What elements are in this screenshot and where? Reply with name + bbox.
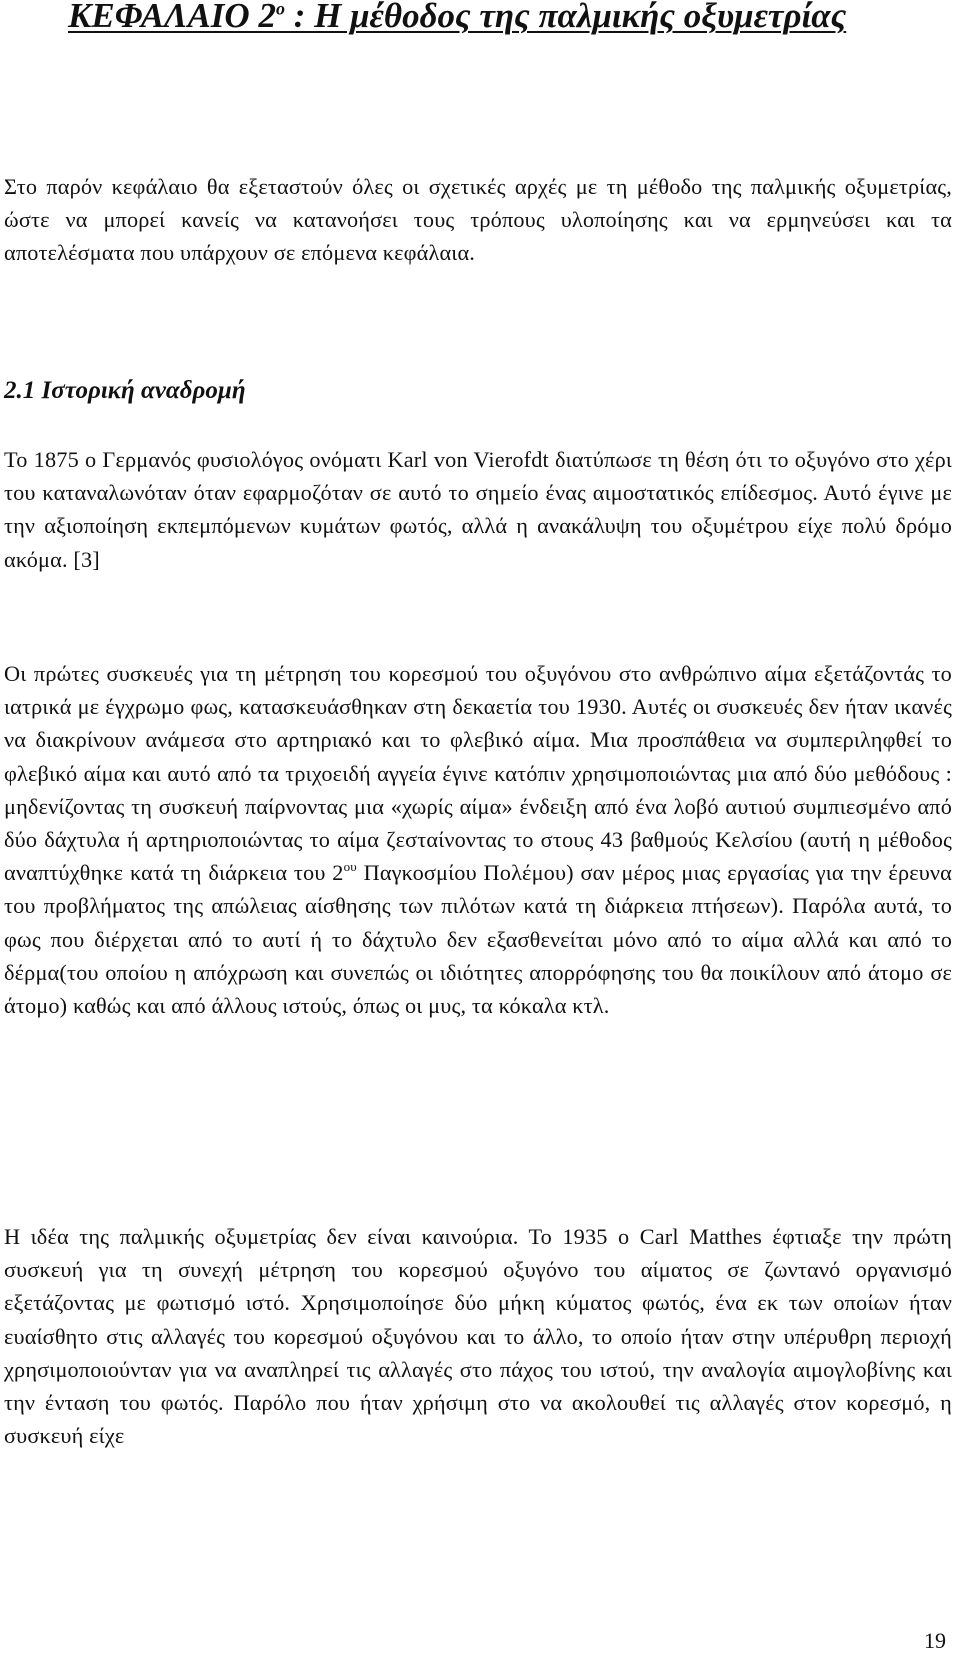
chapter-title-superscript: ο [275, 0, 285, 19]
history-paragraph-2 [4, 657, 952, 1022]
intro-paragraph: Στο παρόν κεφάλαιο θα εξεταστούν όλες οι σχετικές αρχές με τη μέθοδο της παλμικής οξυμετρίας, ώστε να μπορεί κανείς να κατανοήσει τους τρόπους υλοποίησης και να ερμηνεύσει και τα αποτελέσματα που υπάρχουν σε επόμενα κεφάλαια. [4, 174, 952, 266]
chapter-title-rest: : Η μέθοδος της παλμικής οξυμετρίας [284, 0, 847, 35]
chapter-title [68, 0, 846, 36]
chapter-title-prefix: ΚΕΦΑΛΑΙΟ 2 [68, 0, 276, 35]
ordinal-superscript: ου [343, 859, 357, 875]
section-heading: 2.1 Ιστορική αναδρομή [4, 377, 246, 404]
page-number: 19 [924, 1628, 946, 1653]
history-paragraph-2-end: Παγκοσμίου Πολέμου) σαν μέρος μιας εργασίας για την έρευνα του προβλήματος της απώλειας αίσθησης των πιλότων κατά τη διάρκεια πτήσεων). Παρόλα αυτά, το φως που διέρχεται από το αυτί ή το δάχτυλο δεν εξασθενείται μόνο από το αίμα αλλά και από το δέρμα(του οποίου η απόχρωση και συνεπώς οι ιδιότητες απορρόφησης του θα ποικίλουν από άτομο σε άτομο) καθώς και από άλλους ιστούς, όπως οι μυς, τα κόκαλα κτλ. [4, 860, 952, 1019]
history-paragraph-2-start: Οι πρώτες συσκευές για τη μέτρηση του κορεσμού του οξυγόνου στο ανθρώπινο αίμα εξετάζοντάς το ιατρικά με έγχρωμο φως, κατασκευάσθηκαν στη δεκαετία του 1930. Αυτές οι συσκευές δεν ήταν ικανές να διακρίνουν ανάμεσα στο αρτηριακό και το φλεβικό αίμα. Μια προσπάθεια να συμπεριληφθεί το φλεβικό αίμα και αυτό από τα τριχοειδή αγγεία έγινε κατόπιν χρησιμοποιώντας μια από δύο μεθόδους : μηδενίζοντας τη συσκευή παίρνοντας μια «χωρίς αίμα» ένδειξη από ένα λοβό αυτιού συμπιεσμένο από δύο δάχτυλα ή αρτηριοποιώντας το αίμα ζεσταίνοντας το στους 43 βαθμούς Κελσίου (αυτή η μέθοδος αναπτύχθηκε κατά τη διάρκεια του 2 [4, 661, 952, 886]
history-paragraph-3: Η ιδέα της παλμικής οξυμετρίας δεν είναι καινούρια. Το 1935 ο Carl Matthes έφτιαξε την πρώτη συσκευή για τη συνεχή μέτρηση του κορεσμού οξυγόνο του αίματος σε ζωντανό οργανισμό εξετάζοντας με φωτισμό ιστό. Χρησιμοποίησε δύο μήκη κύματος φωτός, ένα εκ των οποίων ήταν ευαίσθητο στις αλλαγές του κορεσμού οξυγόνου και το άλλο, το οποίο ήταν στην υπέρυθρη περιοχή χρησιμοποιούνταν για να αναπληρεί τις αλλαγές στο πάχος του ιστού, την αναλογία αιμογλοβίνης και την ένταση του φωτός. Παρόλο που ήταν χρήσιμη στο να ακολουθεί τις αλλαγές στον κορεσμό, η συσκευή είχε [4, 1224, 952, 1449]
history-paragraph-1: Το 1875 ο Γερμανός φυσιολόγος ονόματι Karl von Vierofdt διατύπωσε τη θέση ότι το οξυγόνο στο χέρι του καταναλωνόταν όταν εφαρμοζόταν σε αυτό το σημείο ένας αιμοστατικός επίδεσμος. Αυτό έγινε με την αξιοποίηση εκπεμπόμενων κυμάτων φωτός, αλλά η ανακάλυψη του οξυμέτρου είχε πολύ δρόμο ακόμα. [3] [4, 447, 952, 572]
